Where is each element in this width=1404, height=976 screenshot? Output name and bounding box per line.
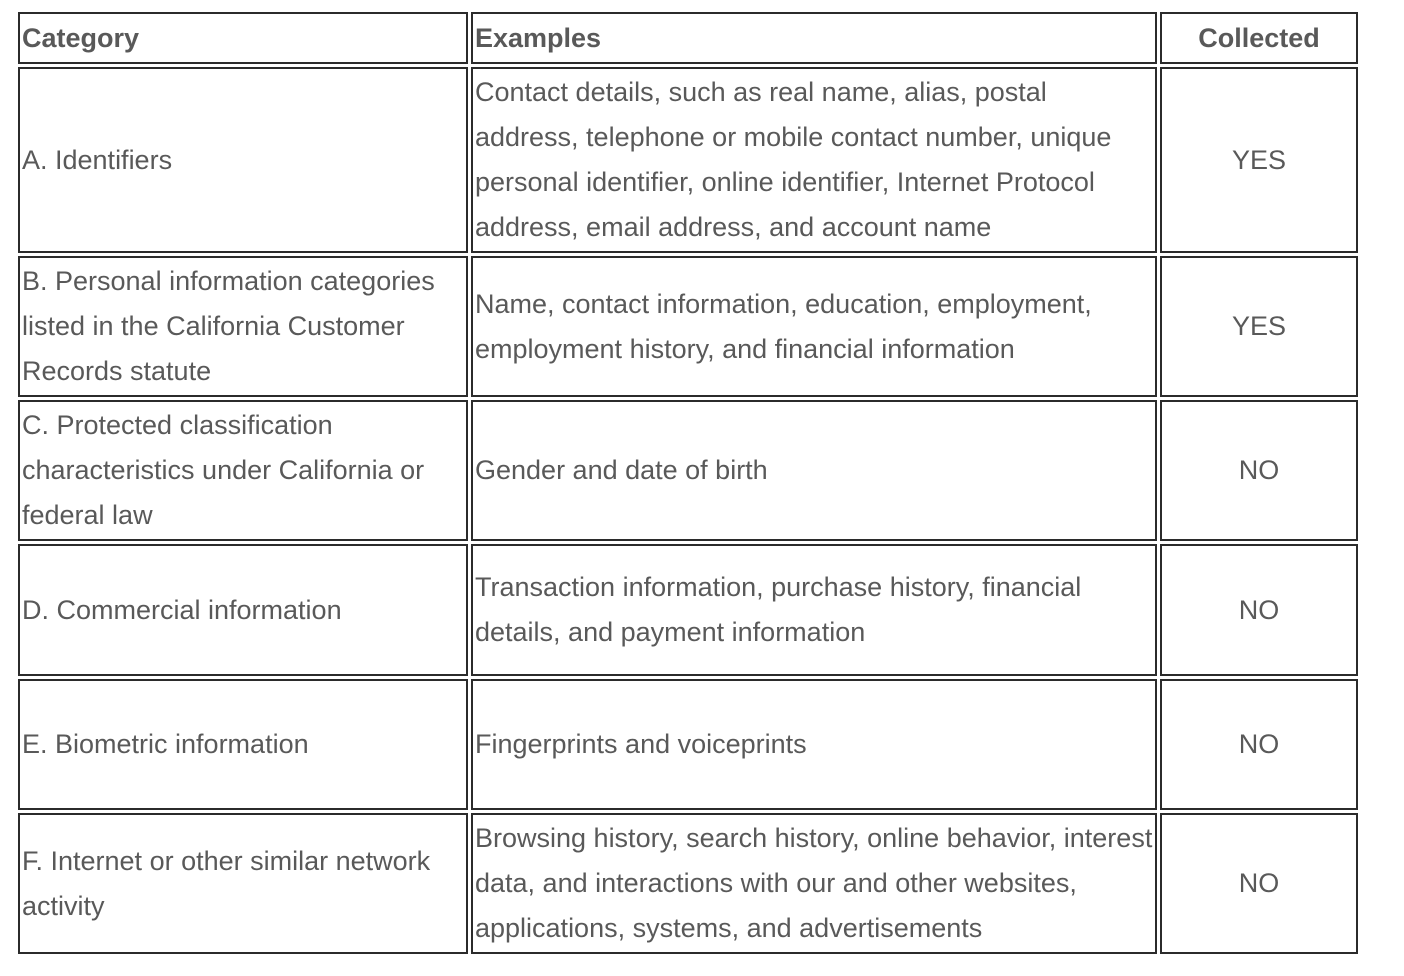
table-row bbox=[18, 67, 1358, 253]
category-cell: C. Protected classification characteristics under California or federal law bbox=[18, 400, 468, 541]
collected-cell: NO bbox=[1160, 544, 1358, 676]
table-row bbox=[18, 400, 1358, 541]
category-cell: B. Personal information categories listed in the California Customer Records statute bbox=[18, 256, 468, 397]
header-examples: Examples bbox=[471, 12, 1157, 64]
category-cell: F. Internet or other similar network activity bbox=[18, 813, 468, 954]
data-categories-table bbox=[15, 9, 1361, 957]
table-row bbox=[18, 256, 1358, 397]
category-cell: A. Identifiers bbox=[18, 67, 468, 253]
category-cell: E. Biometric information bbox=[18, 679, 468, 810]
collected-cell: YES bbox=[1160, 256, 1358, 397]
table-row bbox=[18, 679, 1358, 810]
examples-cell: Transaction information, purchase history, financial details, and payment information bbox=[471, 544, 1157, 676]
collected-cell: NO bbox=[1160, 679, 1358, 810]
collected-cell: YES bbox=[1160, 67, 1358, 253]
examples-cell: Fingerprints and voiceprints bbox=[471, 679, 1157, 810]
examples-cell: Browsing history, search history, online behavior, interest data, and interactions with our and other websites, applications, systems, and advertisements bbox=[471, 813, 1157, 954]
examples-cell: Name, contact information, education, employment, employment history, and financial information bbox=[471, 256, 1157, 397]
examples-cell: Gender and date of birth bbox=[471, 400, 1157, 541]
table-row bbox=[18, 813, 1358, 954]
table-row bbox=[18, 544, 1358, 676]
header-category: Category bbox=[18, 12, 468, 64]
header-collected: Collected bbox=[1160, 12, 1358, 64]
collected-cell: NO bbox=[1160, 813, 1358, 954]
category-cell: D. Commercial information bbox=[18, 544, 468, 676]
collected-cell: NO bbox=[1160, 400, 1358, 541]
examples-cell: Contact details, such as real name, alias, postal address, telephone or mobile contact number, unique personal identifier, online identifier, Internet Protocol address, email address, and account name bbox=[471, 67, 1157, 253]
table-header-row bbox=[18, 12, 1358, 64]
